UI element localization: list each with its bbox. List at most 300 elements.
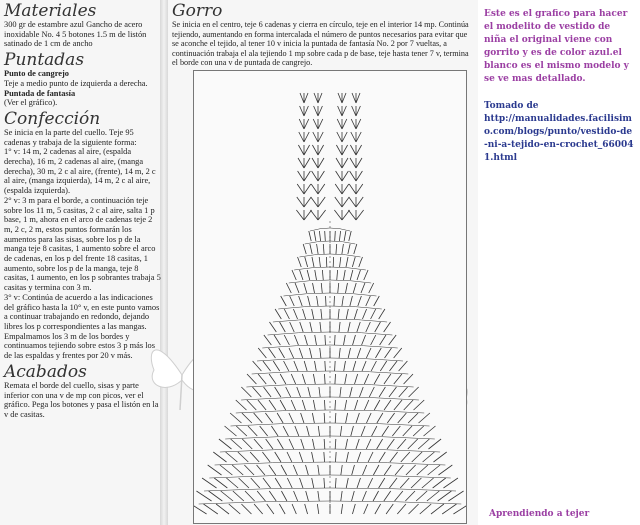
chart-stitch (314, 93, 318, 103)
chart-stitch (362, 491, 366, 501)
chart-stitch (335, 374, 336, 384)
chart-stitch (371, 335, 376, 345)
chart-stitch (344, 231, 346, 241)
acabados-text: Remata el borde del cuello, sisas y parte inferior con una v de mp con picos, ver el gráfico. Pega los botones y pasa el listón en la v de casitas. (4, 380, 159, 419)
confeccion-intro: Se inicia en la parte del cuello. Teje 95 cadenas y trabaja de la siguiente forma: (4, 127, 137, 147)
chart-stitch (305, 504, 308, 514)
chart-stitch (254, 413, 263, 423)
chart-stitch (419, 413, 430, 423)
chart-stitch (353, 335, 356, 345)
chart-stitch (413, 426, 424, 436)
chart-stitch (321, 283, 322, 293)
chart-stitch (342, 296, 344, 306)
chart-stitch (286, 387, 291, 397)
chart-stitch (202, 478, 216, 488)
chart-stitch (239, 478, 249, 488)
chart-stitch (339, 231, 340, 241)
chart-stitch (340, 426, 341, 436)
chart-stitch (385, 348, 392, 358)
chart-stitch (299, 452, 302, 462)
chart-stitch (373, 465, 379, 475)
chart-stitch (356, 184, 363, 194)
chart-stitch (350, 171, 356, 181)
chart-stitch (300, 270, 303, 280)
source-label: Tomado de (484, 101, 539, 111)
chart-stitch (335, 452, 336, 462)
chart-stitch (387, 439, 394, 449)
chart-stitch (304, 361, 307, 371)
chart-stitch (313, 283, 315, 293)
chart-stitch (324, 452, 325, 462)
chart-stitch (335, 335, 336, 345)
chart-stitch (298, 257, 302, 267)
chart-stitch (405, 491, 415, 501)
chart-stitch (322, 270, 323, 280)
chart-stitch (281, 296, 287, 306)
chart-stitch (428, 465, 440, 475)
chart-stitch (349, 184, 356, 194)
chart-stitch (342, 132, 347, 142)
acabados-heading: Acabados (4, 361, 87, 382)
chart-stitch (335, 413, 336, 423)
chart-stitch (342, 145, 348, 155)
chart-stitch (318, 197, 325, 207)
chart-stitch (304, 197, 311, 207)
chart-stitch (209, 491, 223, 501)
chart-stitch (374, 374, 380, 384)
chart-stitch (284, 309, 289, 319)
chart-stitch (317, 244, 319, 254)
chart-stitch (269, 374, 276, 384)
chart-stitch (352, 257, 355, 267)
chart-stitch (310, 210, 318, 220)
chart-stitch (308, 296, 311, 306)
chart-stitch (290, 296, 295, 306)
chart-stitch (286, 283, 291, 293)
chart-stitch (312, 309, 314, 319)
chart-stitch (345, 283, 347, 293)
chart-stitch (250, 452, 259, 462)
chart-stitch (314, 106, 318, 116)
crochet-chart (193, 70, 467, 524)
punto-fantasia-text: (Ver el gráfico). (4, 98, 58, 108)
chart-stitch (280, 322, 286, 332)
chart-stitch (369, 283, 374, 293)
chart-stitch (387, 413, 394, 423)
chart-stitch (298, 171, 304, 181)
chart-stitch (292, 504, 296, 514)
chart-stitch (208, 465, 222, 475)
chart-stitch (295, 426, 299, 436)
chart-stitch (303, 309, 306, 319)
chart-stitch (279, 504, 285, 514)
chart-stitch (397, 439, 406, 449)
instructions-column (4, 0, 162, 420)
chart-stitch (264, 335, 271, 345)
chart-stitch (293, 465, 297, 475)
chart-stitch (406, 465, 416, 475)
chart-stitch (305, 335, 308, 345)
chart-stitch (399, 361, 408, 371)
chart-stitch (453, 504, 466, 514)
chart-stitch (300, 106, 304, 116)
chart-stitch (264, 387, 272, 397)
chart-stitch (318, 426, 319, 436)
chart-stitch (438, 491, 452, 501)
gorro-heading: Gorro (172, 1, 223, 21)
chart-stitch (304, 119, 309, 129)
source-link[interactable]: http://manualidades.facilisimo.com/blogs/punto/vestido-de-ni-a-tejido-en-crochet_660041.html (484, 114, 634, 163)
chart-stitch (247, 400, 256, 410)
chart-stitch (313, 400, 315, 410)
chart-stitch (384, 322, 391, 332)
chart-stitch (318, 184, 325, 194)
chart-stitch (277, 439, 283, 449)
chart-stitch (284, 335, 289, 345)
chart-stitch (315, 335, 317, 345)
chart-stitch (289, 348, 294, 358)
chart-stitch (324, 413, 325, 423)
chart-stitch (337, 132, 342, 142)
chart-stitch (422, 478, 434, 488)
chart-stitch (269, 491, 276, 501)
chart-stitch (395, 465, 403, 475)
chart-stitch (346, 478, 348, 488)
chart-stitch (348, 244, 350, 254)
chart-stitch (301, 413, 304, 423)
chart-stitch (366, 348, 371, 358)
chart-stitch (351, 426, 354, 436)
chart-stitch (345, 400, 347, 410)
chart-stitch (313, 119, 318, 129)
chart-stitch (299, 348, 302, 358)
chart-stitch (304, 184, 311, 194)
chart-stitch (302, 374, 305, 384)
chart-stitch (412, 452, 422, 462)
chart-stitch (429, 439, 442, 449)
chart-stitch (293, 309, 297, 319)
chart-stitch (384, 491, 391, 501)
chart-stitch (231, 439, 242, 449)
chart-stitch (408, 413, 418, 423)
chart-stitch (275, 478, 281, 488)
chart-stitch (409, 387, 419, 397)
chart-stitch (366, 296, 371, 306)
chart-stitch (338, 283, 339, 293)
chart-stitch (263, 478, 271, 488)
chart-stitch (287, 452, 292, 462)
chart-stitch (304, 283, 307, 293)
chart-stitch (268, 348, 275, 358)
chart-stitch (304, 93, 308, 103)
chart-stitch (355, 400, 358, 410)
chart-stitch (274, 335, 280, 345)
chart-stitch (350, 270, 353, 280)
chart-stitch (403, 426, 412, 436)
chart-stitch (266, 439, 273, 449)
chart-stitch (342, 197, 349, 207)
note-text: Este es el grafico para hacer el modelito de vestido de niña el original viene con gorrito y es de color azul.el blanco es el mismo modelo y se ve mas detallado. (484, 9, 629, 84)
chart-stitch (204, 488, 456, 491)
chart-stitch (194, 504, 207, 514)
chart-stitch (352, 465, 355, 475)
chart-stitch (238, 452, 248, 462)
chart-stitch (304, 145, 310, 155)
chart-stitch (368, 452, 373, 462)
chart-stitch (442, 504, 456, 514)
materiales-text: 300 gr de estambre azul Gancho de acero inoxidable No. 4 5 botones 1.5 m de listón satinado de 1 cm de ancho (4, 20, 147, 49)
chart-stitch (342, 171, 348, 181)
chart-stitch (339, 348, 340, 358)
chart-stitch (308, 387, 311, 397)
chart-stitch (318, 106, 322, 116)
chart-stitch (275, 309, 281, 319)
chart-stitch (324, 374, 325, 384)
chart-stitch (386, 504, 393, 514)
chart-stitch (312, 452, 314, 462)
chart-stitch (371, 309, 376, 319)
chart-stitch (337, 270, 338, 280)
chart-stitch (354, 309, 357, 319)
chart-stitch (394, 400, 402, 410)
chart-stitch (300, 478, 303, 488)
chart-stitch (298, 145, 304, 155)
chart-stitch (399, 387, 408, 397)
chart-stitch (342, 93, 346, 103)
chart-stitch (351, 132, 356, 142)
chart-stitch (313, 374, 315, 384)
chart-stitch (335, 361, 336, 371)
chart-stitch (305, 257, 308, 267)
chart-stitch (220, 465, 232, 475)
chart-stitch (339, 322, 340, 332)
confeccion-heading: Confección (4, 108, 101, 129)
chart-stitch (366, 322, 371, 332)
chart-stitch (324, 439, 325, 449)
chart-stitch (323, 244, 324, 254)
chart-stitch (374, 296, 380, 306)
chart-stitch (312, 171, 318, 181)
chart-stitch (361, 426, 365, 436)
chart-stitch (346, 309, 348, 319)
chart-stitch (395, 491, 403, 501)
chart-stitch (326, 296, 327, 306)
chart-stitch (352, 491, 355, 501)
chart-stitch (247, 374, 256, 384)
chart-stitch (340, 257, 341, 267)
chart-stitch (342, 119, 347, 129)
chart-stitch (408, 439, 418, 449)
chart-stitch (242, 439, 252, 449)
chart-stitch (315, 361, 317, 371)
chart-stitch (409, 504, 419, 514)
chart-stitch (245, 491, 255, 501)
chart-stitch (254, 439, 263, 449)
chart-stitch (309, 348, 311, 358)
chart-stitch (319, 231, 320, 241)
chart-stitch (364, 270, 368, 280)
chart-stitch (377, 439, 383, 449)
footer-credit: Aprendiendo a tejer (489, 509, 590, 519)
chart-stitch (357, 270, 360, 280)
chart-stitch (258, 400, 266, 410)
chart-stitch (216, 504, 229, 514)
chart-stitch (226, 478, 238, 488)
punto-cangrejo-label: Punto de cangrejo (4, 69, 69, 79)
chart-stitch (269, 465, 276, 475)
chart-stitch (344, 335, 346, 345)
chart-stitch (384, 374, 391, 384)
punto-cangrejo-text: Teje a medio punto de izquierda a derecha. (4, 78, 148, 88)
chart-stitch (379, 309, 385, 319)
chart-stitch (318, 119, 323, 129)
chart-stitch (380, 335, 386, 345)
chart-stitch (346, 452, 348, 462)
chart-stitch (348, 348, 350, 358)
chart-stitch (341, 465, 342, 475)
chart-stitch (400, 478, 409, 488)
chart-stitch (304, 171, 310, 181)
chart-stitch (281, 465, 287, 475)
chart-stitch (336, 171, 342, 181)
chart-stitch (306, 491, 309, 501)
chart-stitch (321, 309, 322, 319)
chart-stitch (196, 491, 211, 501)
chart-stitch (433, 478, 446, 488)
chart-stitch (258, 374, 266, 384)
chart-stitch (357, 478, 360, 488)
chart-stitch (289, 413, 294, 423)
chart-stitch (346, 439, 348, 449)
chart-stitch (336, 244, 337, 254)
chart-stitch (372, 426, 377, 436)
chart-stitch (298, 158, 304, 168)
chart-stitch (357, 322, 360, 332)
chart-stitch (312, 478, 314, 488)
chart-stitch (363, 465, 367, 475)
chart-stitch (257, 358, 403, 361)
chart-stitch (317, 504, 318, 514)
chart-stitch (420, 504, 431, 514)
chart-stitch (203, 504, 217, 514)
chart-stitch (294, 491, 298, 501)
chart-stitch (348, 210, 356, 220)
chart-stitch (295, 283, 299, 293)
info-panel (484, 8, 634, 165)
chart-stitch (312, 413, 314, 423)
chart-stitch (275, 452, 281, 462)
chart-stitch (334, 210, 342, 220)
chart-stitch (389, 478, 397, 488)
chart-stitch (324, 478, 325, 488)
chart-stitch (304, 158, 310, 168)
chart-stitch (366, 413, 371, 423)
chart-stitch (357, 452, 360, 462)
chart-stitch (312, 439, 314, 449)
materiales-heading: Materiales (4, 1, 97, 21)
chart-stitch (356, 171, 362, 181)
chart-stitch (325, 231, 326, 241)
chart-stitch (318, 465, 319, 475)
chart-stitch (290, 322, 295, 332)
chart-stitch (263, 361, 271, 371)
chart-stitch (379, 478, 385, 488)
chart-stitch (303, 244, 306, 254)
chart-stitch (358, 296, 362, 306)
chart-stitch (262, 452, 270, 462)
chart-stitch (362, 335, 366, 345)
chart-stitch (362, 309, 366, 319)
chart-stitch (318, 210, 326, 220)
chart-stitch (312, 145, 318, 155)
chart-stitch (287, 478, 292, 488)
chart-stitch (236, 426, 247, 436)
chart-stitch (232, 465, 243, 475)
chart-stitch (427, 491, 439, 501)
chart-stitch (352, 93, 356, 103)
chart-stitch (318, 158, 324, 168)
chart-stitch (273, 361, 279, 371)
chart-stitch (394, 348, 402, 358)
chart-stitch (394, 374, 402, 384)
chart-stitch (294, 361, 298, 371)
chart-stitch (356, 106, 360, 116)
chart-stitch (271, 426, 278, 436)
chart-stitch (300, 93, 304, 103)
chart-stitch (279, 348, 285, 358)
chart-stitch (443, 478, 457, 488)
chart-stitch (338, 93, 342, 103)
chart-stitch (283, 426, 288, 436)
chart-stitch (318, 171, 324, 181)
chart-stitch (291, 400, 295, 410)
chart-stitch (318, 93, 322, 103)
chart-stitch (346, 413, 348, 423)
chart-stitch (352, 106, 356, 116)
chart-stitch (342, 184, 349, 194)
chart-stitch (356, 413, 359, 423)
chart-stitch (398, 413, 407, 423)
chart-stitch (244, 465, 254, 475)
chart-stitch (345, 374, 347, 384)
chart-stitch (342, 210, 350, 220)
chart-stitch (284, 361, 289, 371)
chart-stitch (343, 270, 345, 280)
chart-stitch (377, 413, 383, 423)
chart-stitch (380, 361, 386, 371)
chart-stitch (310, 244, 312, 254)
chart-stitch (369, 387, 374, 397)
chart-stitch (350, 296, 353, 306)
chart-stitch (359, 257, 363, 267)
chart-stitch (362, 361, 366, 371)
chart-stitch (325, 361, 326, 371)
chart-stitch (350, 158, 356, 168)
chart-stitch (230, 413, 241, 423)
chart-stitch (325, 335, 326, 345)
chart-stitch (433, 452, 446, 462)
chart-stitch (351, 119, 356, 129)
chart-stitch (335, 197, 342, 207)
chart-stitch (342, 244, 344, 254)
chart-stitch (229, 504, 240, 514)
chart-stitch (314, 231, 316, 241)
chart-stitch (375, 322, 381, 332)
chart-stitch (299, 119, 304, 129)
chart-stitch (384, 465, 391, 475)
chart-stitch (225, 426, 237, 436)
chart-stitch (350, 387, 353, 397)
